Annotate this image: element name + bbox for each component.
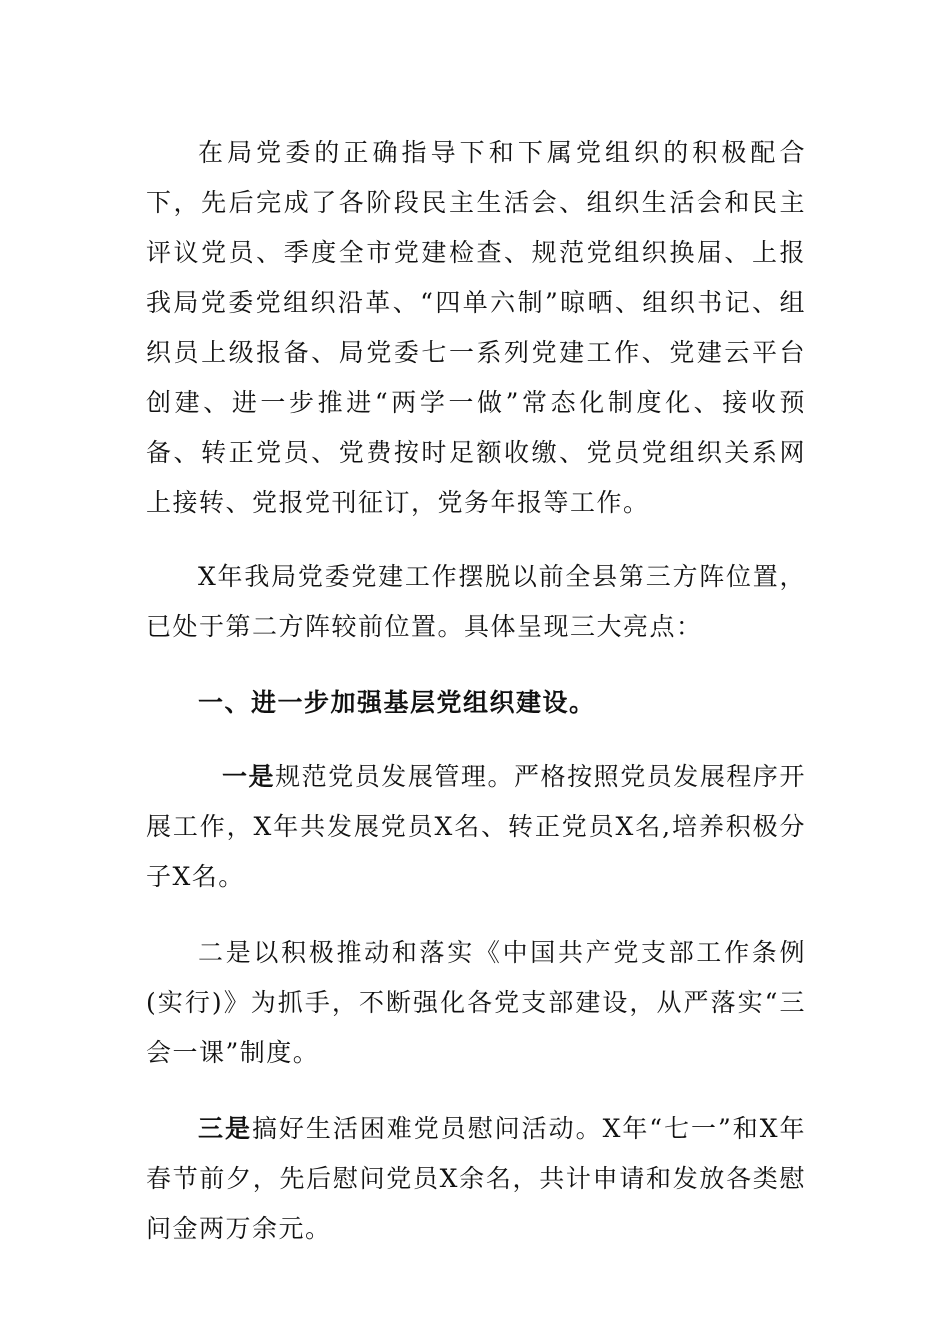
paragraph-text: 在局党委的正确指导下和下属党组织的积极配合下，先后完成了各阶段民主生活会、组织生活会和民主评议党员、季度全市党建检查、规范党组织换届、上报我局党委党组织沿革、“四单六制”晾晒、组织书记、组织员上级报备、局党委七一系列党建工作、党建云平台创建、进一步推进“两学一做”常态化制度化、接收预备、转正党员、党费按时足额收缴、党员党组织关系网上接转、党报党刊征订，党务年报等工作。	[146, 138, 806, 517]
item-text: 规范党员发展管理。严格按照党员发展程序开展工作，X年共发展党员X名、转正党员X名,培养积极分子X名。	[146, 762, 806, 891]
item-lead: 三是	[198, 1114, 252, 1143]
list-item-second	[146, 928, 806, 1078]
paragraph-ranking	[146, 552, 806, 652]
list-item-first	[146, 752, 806, 902]
section-heading	[146, 678, 806, 728]
item-lead: 一是	[222, 762, 276, 791]
item-lead: 二是	[198, 938, 254, 967]
heading-text: 一、进一步加强基层党组织建设。	[198, 688, 596, 717]
item-text: 以积极推动和落实《中国共产党支部工作条例(实行)》为抓手，不断强化各党支部建设，从严落实“三会一课”制度。	[146, 938, 806, 1067]
paragraph-work-summary	[146, 128, 806, 528]
item-text: 搞好生活困难党员慰问活动。X年“七一”和X年春节前夕，先后慰问党员X余名，共计申请和发放各类慰问金两万余元。	[146, 1114, 806, 1243]
list-item-third	[146, 1104, 806, 1254]
document-body	[146, 128, 806, 1281]
paragraph-text: X年我局党委党建工作摆脱以前全县第三方阵位置，已处于第二方阵较前位置。具体呈现三大亮点：	[146, 562, 806, 641]
